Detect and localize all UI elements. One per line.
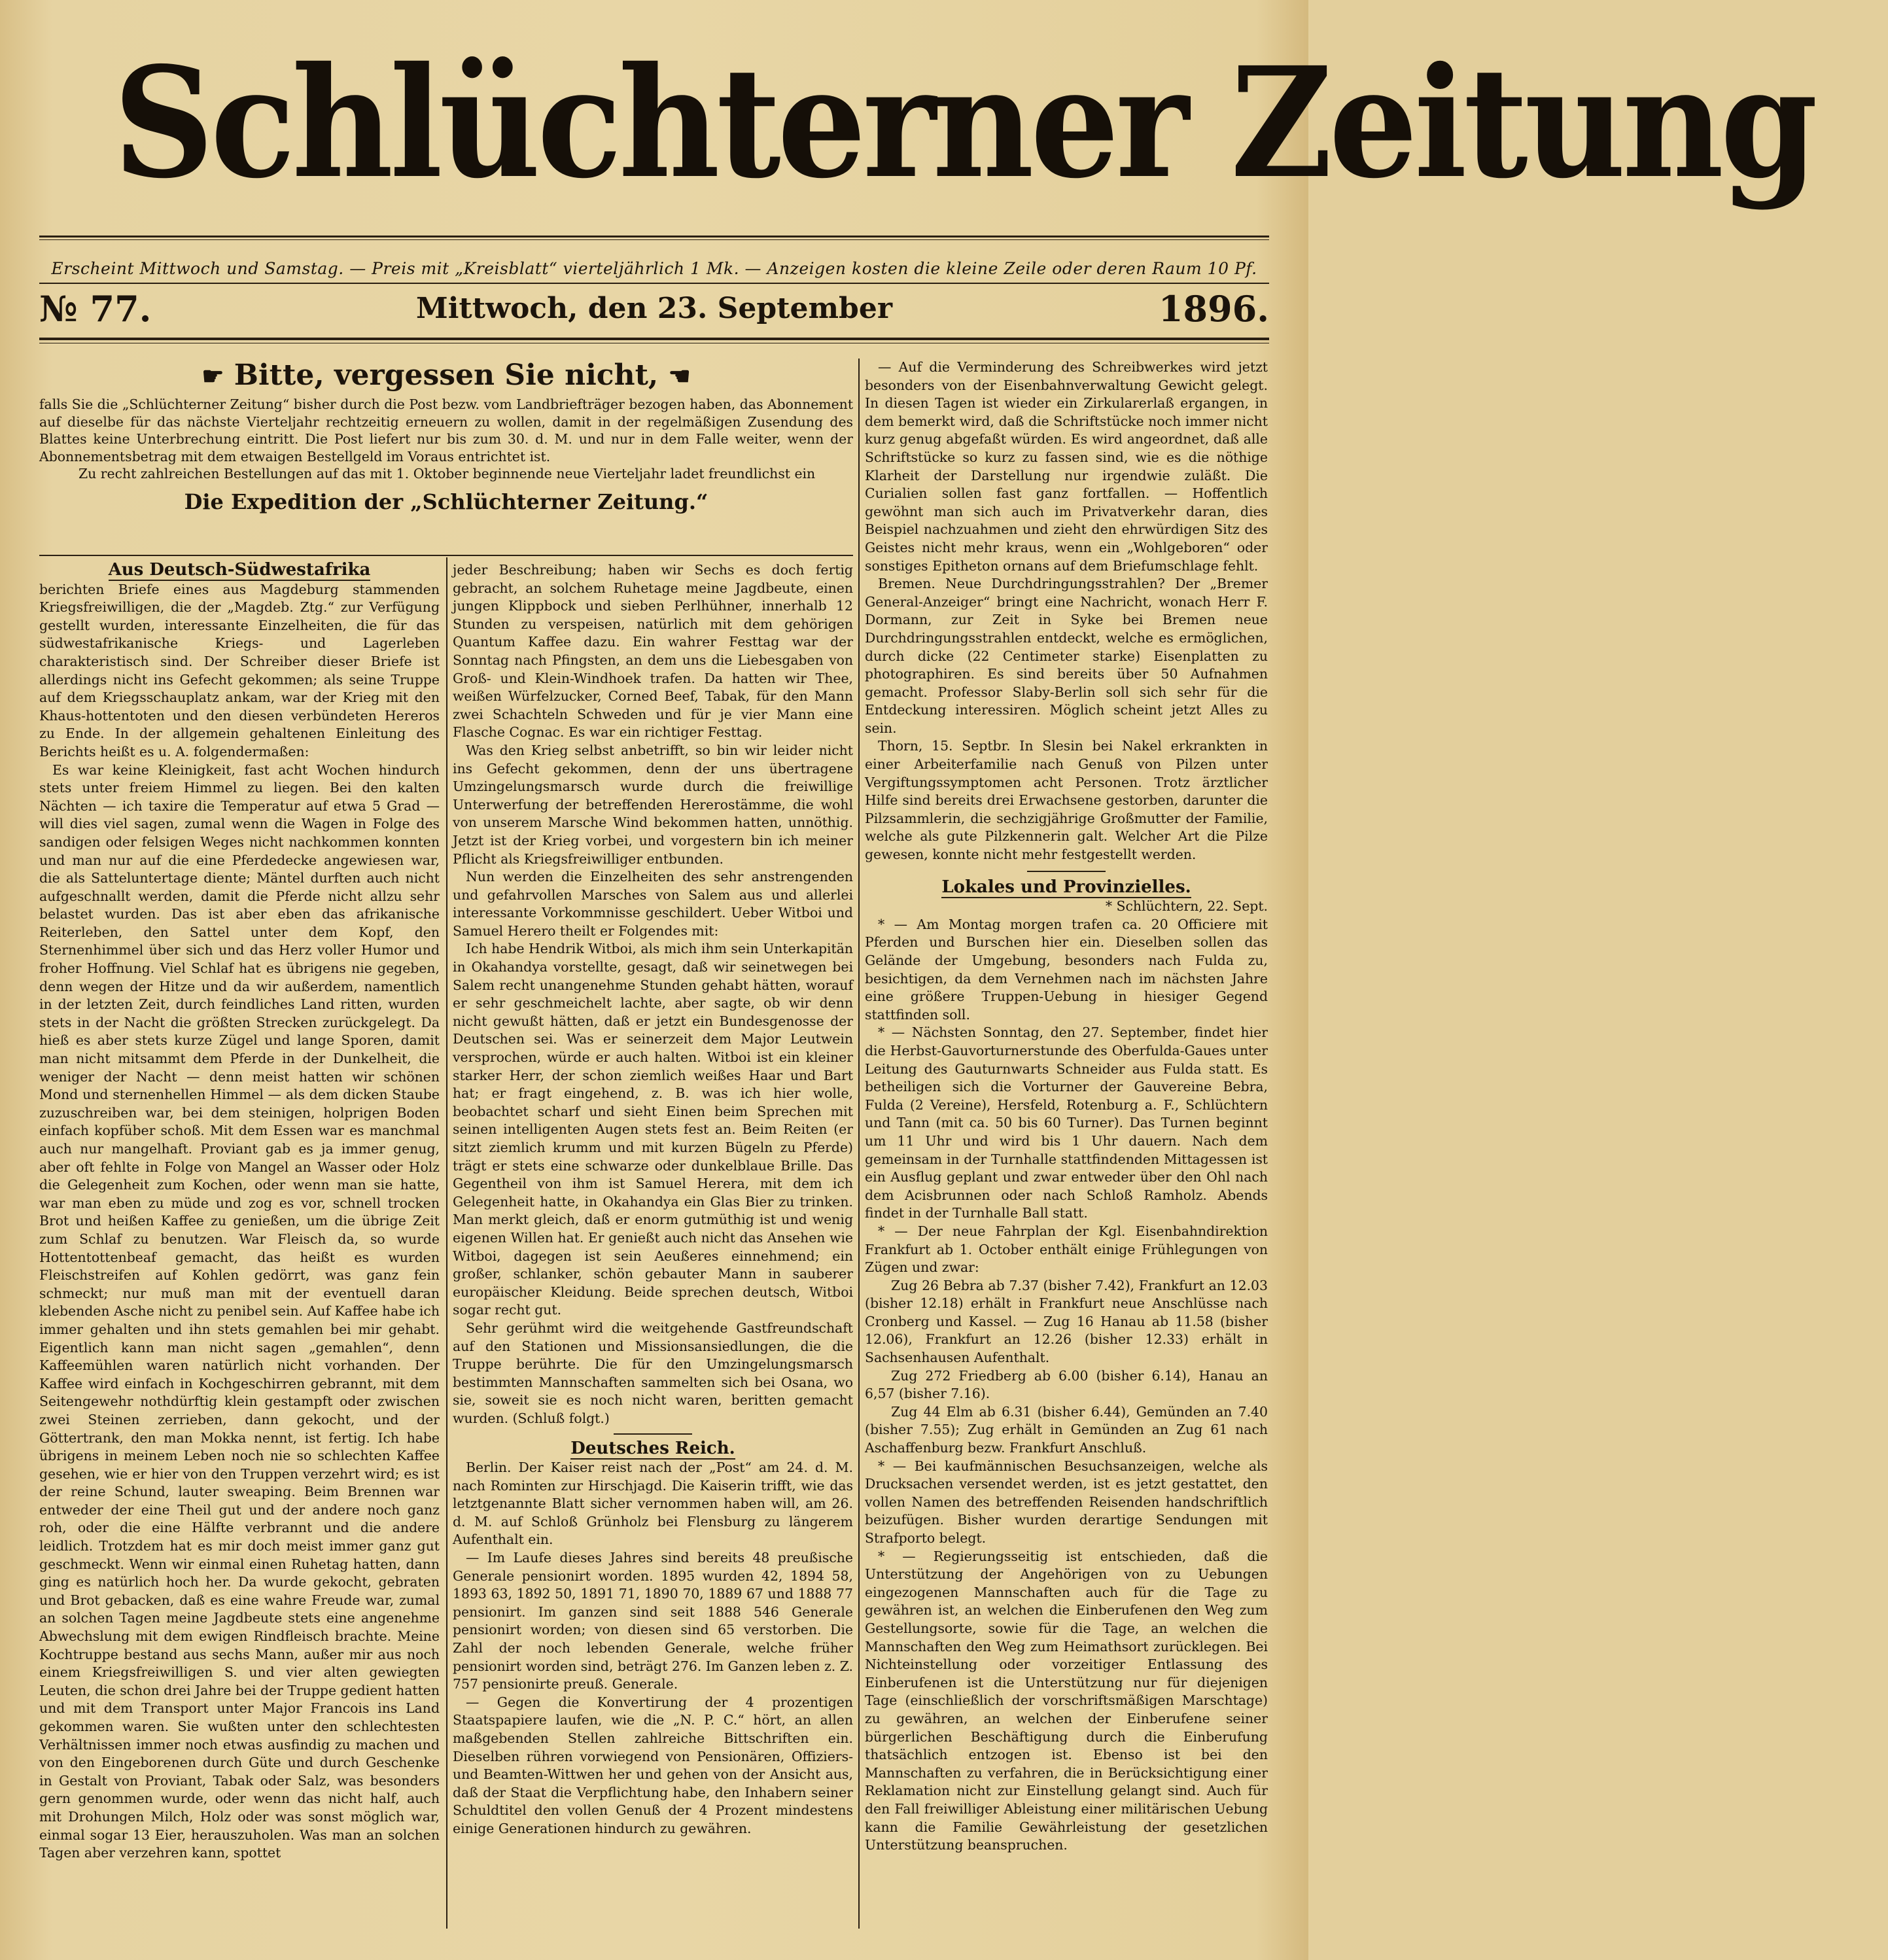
section-heading-lokales	[865, 879, 1268, 897]
paragraph: Berlin. Der Kaiser reist nach der „Post“ am 24. d. M. nach Rominten zur Hirschjagd. Die Kaiserin trifft, wie das letztgenannte Blatt sicher vernommen haben will, am 26. d. M. auf Schloß Grünholz bei Flensburg zu längerem Aufenthalt ein.	[453, 1460, 853, 1548]
paragraph: * — Nächsten Sonntag, den 27. September, findet hier die Herbst-Gauvorturnerstunde des Oberfulda-Gaues unter Leitung des Gauturnwarts Schneider aus Fulda statt. Es betheiligen sich die Vorturner der Gauvereine Bebra, Fulda (2 Vereine), Hersfeld, Rotenburg a. F., Schlüchtern und Tann (mit ca. 50 bis 60 Turner). Das Turnen beginnt um 11 Uhr und wird bis 1 Uhr dauern. Nach dem gemeinsam in der Turnhalle stattfindenden Mittagessen ist ein Ausflug geplant und zwar entweder über den Ohl nach dem Acisbrunnen oder nach Schloß Ramholz. Abends findet in der Turnhalle Ball statt.	[865, 1024, 1268, 1221]
masthead-rule-thin	[39, 239, 1269, 240]
paragraph: Es war keine Kleinigkeit, fast acht Wochen hindurch stets unter freiem Himmel zu liegen. Bei den kalten Nächten — ich taxire die Temperatur auf etwa 5 Grad — will dies viel sagen, zumal wenn die Wagen in Folge des sandigen oder felsigen Weges nicht nachkommen konnten und man nur auf die eine Pferdedecke angewiesen war, die als Satteluntertage diente; Mäntel durften auch nicht aufgeschnallt werden, damit die Pferde nicht allzu sehr belastet wurden. Das ist aber eben das afrikanische Reiterleben, den Sattel unter dem Kopf, den Sternenhimmel über sich und das Herz voller Humor und froher Hoffnung. Viel Schlaf hat es übrigens nie gegeben, denn wegen der Hitze und da wir außerdem, namentlich in der letzten Zeit, durch feindliches Land ritten, wurden stets in der Nacht die größten Strecken zurückgelegt. Da hieß es aber stets kurze Zügel und lange Sporen, damit man nicht mitsammt dem Pferde in der Dunkelheit, die weniger der Nacht — denn meist hatten wir schönen Mond und sternenhellen Himmel — als dem dicken Staube zuzuschreiben war, bei dem steinigen, holprigen Boden einfach kopfüber schoß. Mit dem Essen war es manchmal auch nur mangelhaft. Proviant gab es ja immer genug, aber oft fehlte in Folge von Mangel an Wasser oder Holz die Gelegenheit zum Kochen, oder wenn man sie hatte, war man eben zu müde und zog es vor, schnell trocken Brot und heißen Kaffee zu genießen, um die übrige Zeit zum Schlaf zu benutzen. War Fleisch da, so wurde Hottentottenbeaf gemacht, das heißt es wurden Fleischstreifen auf Kohlen gedörrt, was ganz fein schmeckt; nur muß man mit der eventuell daran klebenden Asche nicht zu penibel sein. Auf Kaffee habe ich immer gehalten und ihn stets gemahlen bei mir gehabt. Eigentlich kann man nicht sagen „gemahlen“, denn Kaffeemühlen waren natürlich nicht vorhanden. Der Kaffee wird einfach in Kochgeschirren gebrannt, mit dem Seitengewehr nothdürftig klein gestampft oder zwischen zwei Steinen zerrieben, dann gekocht, und der Göttertrank, den man Mokka nennt, ist fertig. Ich habe übrigens in meinem Leben noch nie so schlechten Kaffee gesehen, wie er hier von den Truppen verzehrt wird; es ist der reine Schund, lauter sweaping. Beim Brennen war entweder der eine Theil gut und der andere noch ganz roh, oder die eine Hälfte verbrannt und die andere leidlich. Trotzdem hat es mir doch meist immer ganz gut geschmeckt. Wenn wir einmal einen Ruhetag hatten, dann ging es natürlich hoch her. Da wurde gekocht, gebraten und Brot gebacken, daß es eine wahre Freude war, zumal an solchen Tagen meine Jagdbeute stets eine angenehme Abwechslung mit dem ewigen Rindfleisch brachte. Meine Kochtruppe bestand aus sechs Mann, außer mir aus noch einem Kriegsfreiwilligen S. und vier alten gewiegten Leuten, die schon drei Jahre bei der Truppe gedient hatten und mit dem Transport unter Major Francois ins Land gekommen waren. Sie wußten unter den schlechtesten Verhältnissen immer noch etwas ausfindig zu machen und von den Eingeborenen durch Güte und durch Geschenke in Gestalt von Proviant, Tabak oder Salz, was besonders gern genommen wurde, oder wenn das nicht half, auch mit Drohungen Milch, Holz oder was sonst möglich war, einmal sogar 13 Eier, herauszuholen. Was man an solchen Tagen aber verzehren kann, spottet	[39, 761, 440, 1861]
article-heading-suedwestafrika	[39, 561, 440, 580]
column-3	[865, 359, 1268, 1855]
section-divider	[614, 1433, 692, 1435]
paragraph: Bremen. Neue Durchdringungsstrahlen? Der „Bremer General-Anzeiger“ bringt eine Nachricht, wonach Herr F. Dormann, zur Zeit in Syke bei Bremen neue Durchdringungsstrahlen entdeckt, welche es ermöglichen, durch dicke (22 Centimeter starke) Eisenplatten zu photographiren. Es sind bereits über 50 Aufnahmen gemacht. Professor Slaby-Berlin soll sich sehr für die Entdeckung interessiren. Möglich scheint jetzt Alles zu sein.	[865, 576, 1268, 736]
paragraph: Zug 272 Friedberg ab 6.00 (bisher 6.14), Hanau an 6,57 (bisher 7.16).	[865, 1367, 1268, 1402]
issue-year: 1896.	[1158, 288, 1269, 330]
paragraph: Thorn, 15. Septbr. In Slesin bei Nakel erkrankten in einer Arbeiterfamilie nach Genuß von Pilzen unter Vergiftungssymptomen acht Personen. Trotz ärztlicher Hilfe sind bereits drei Erwachsene gestorben, darunter die Pilzsammlerin, die sechzigjährige Großmutter der Familie, welche als gute Pilzkennerin galt. Welcher Art die Pilze gewesen, konnte nicht mehr festgestellt werden.	[865, 738, 1268, 863]
notice-text-2: Zu recht zahlreichen Bestellungen auf das mit 1. Oktober beginnende neue Vierteljahr ladet freundlichst ein	[79, 466, 816, 481]
column-rule-right	[858, 359, 860, 1929]
paragraph: Sehr gerühmt wird die weitgehende Gastfreundschaft auf den Stationen und Missionsansiedlungen, die die Truppe berührte. Die für den Umzingelungsmarsch bestimmten Mannschaften sammelten sich bei Osana, wo sie, soweit sie es noch nicht waren, beritten gemacht wurden. (Schluß folgt.)	[453, 1320, 853, 1426]
paragraph: Zug 26 Bebra ab 7.37 (bisher 7.42), Frankfurt an 12.03 (bisher 12.18) erhält in Frankfurt neue Anschlüsse nach Cronberg und Kassel. — Zug 16 Hanau ab 11.58 (bisher 12.06), Frankfurt an 12.26 (bisher 12.33) erhält in Sachsenhausen Aufenthalt.	[865, 1277, 1268, 1366]
newspaper-title: Schlüchterner Zeitung	[113, 33, 1815, 212]
local-dateline: * Schlüchtern, 22. Sept.	[1105, 898, 1268, 915]
column-2	[453, 561, 853, 1838]
paragraph: — Gegen die Konvertirung der 4 prozentigen Staatspapiere laufen, wie die „N. P. C.“ hört, an allen maßgebenden Stellen zahlreiche Bittschriften ein. Dieselben rühren vorwiegend von Pensionären, Offiziers- und Beamten-Wittwen her und gehen von der Ansicht aus, daß der Staat die Verpflichtung habe, den Inhabern seiner Schuldtitel den vollen Genuß der 4 Prozent mindestens einige Generationen hindurch zu gewähren.	[453, 1694, 853, 1836]
paragraph: jeder Beschreibung; haben wir Sechs es doch fertig gebracht, an solchem Ruhetage meine Jagdbeute, einen jungen Klippbock und sieben Perlhühner, innerhalb 12 Stunden zu verspeisen, natürlich mit dem gehörigen Quantum Kaffee dazu. Ein wahrer Festtag war der Sonntag nach Pfingsten, an dem uns die Liebesgaben von Groß- und Klein-Windhoek trafen. Da hatten wir Thee, weißen Würfelzucker, Corned Beef, Tabak, für den Mann zwei Schachteln Schweden und für je vier Mann eine Flasche Cognac. Es war ein richtiger Festtag.	[453, 562, 853, 741]
dateline	[39, 288, 1269, 334]
paragraph: * — Der neue Fahrplan der Kgl. Eisenbahndirektion Frankfurt ab 1. October enthält einige Frühlegungen von Zügen und zwar:	[865, 1223, 1268, 1276]
notice-heading	[39, 359, 853, 393]
issue-number: № 77.	[39, 288, 152, 330]
column-1	[39, 561, 440, 1863]
paragraph: Zug 44 Elm ab 6.31 (bisher 6.44), Gemünden an 7.40 (bisher 7.55); Zug erhält in Gemünden an Zug 61 nach Aschaffenburg bezw. Frankfurt Anschluß.	[865, 1403, 1268, 1456]
paragraph: * — Bei kaufmännischen Besuchsanzeigen, welche als Drucksachen versendet werden, ist es jetzt gestattet, den vollen Namen des betreffenden Reisenden handschriftlich beizufügen. Bisher wurden derartige Sendungen mit Strafporto belegt.	[865, 1458, 1268, 1546]
paragraph: * — Regierungsseitig ist entschieden, daß die Unterstützung der Angehörigen von zu Uebungen eingezogenen Mannschaften auch für die Tage zu gewähren ist, an welchen die Einberufenen den Weg zum Gestellungsorte, sowie für die Tage, an welchen die Mannschaften den Weg zum Heimathsort zurücklegen. Bei Nichteinstellung oder vorzeitiger Entlassung des Einberufenen ist die Unterstützung nur für diejenigen Tage (einschließlich der vorschriftsmäßigen Marschtage) zu gewähren, an welchen der Einberufene seiner bürgerlichen Beschäftigung durch die Einberufung thatsächlich entzogen ist. Ebenso ist bei den Mannschaften zu verfahren, die in Berücksichtigung einer Reklamation nicht zur Einstellung gelangt sind. Auch für den Fall freiwilliger Ableistung einer militärischen Uebung kann die Familie Gewährleistung der gesetzlichen Unterstützung beanspruchen.	[865, 1548, 1268, 1853]
masthead-rule	[39, 236, 1269, 237]
paragraph: Ich habe Hendrik Witboi, als mich ihm sein Unterkapitän in Okahandya vorstellte, gesagt, daß wir seinetwegen bei Salem recht unangenehme Stunden gehabt hätten, worauf er sehr geschmeichelt lachte, aber sagte, ob wir denn nicht gewußt hätten, daß er jetzt ein Bundesgenosse der Deutschen sei. Was er seinerzeit dem Major Leutwein versprochen, würde er auch halten. Witboi ist ein kleiner starker Herr, der schon ziemlich weißes Haar und Bart hat; er fragt eingehend, z. B. was ich hier wolle, beobachtet scharf und sieht Einen beim Sprechen mit seinen intelligenten Augen stets fest an. Beim Reiten (er sitzt ziemlich krumm und mit kurzen Bügeln zu Pferde) trägt er stets eine schwarze oder dunkelblaue Brille. Das Gegentheil von ihm ist Samuel Herera, mit dem ich Gelegenheit hatte, in Okahandya ein Glas Bier zu trinken. Man merkt gleich, daß er enorm gutmüthig ist und wenig eigenen Willen hat. Er genießt auch nicht das Ansehen wie Witboi, dagegen ist sein Aeußeres einnehmend; ein großer, schlanker, schön gebauter Mann in sauberer europäischer Kleidung. Beide sprechen deutsch, Witboi sogar recht gut.	[453, 941, 853, 1318]
subscription-info: Erscheint Mittwoch und Samstag. — Preis mit „Kreisblatt“ vierteljährlich 1 Mk. — Anzeigen kosten die kleine Zeile oder deren Raum 10 Pf.	[51, 259, 1257, 278]
pointing-hand-right-icon: ☛	[201, 361, 224, 391]
notice-signature: Die Expedition der „Schlüchterner Zeitung.“	[184, 489, 708, 514]
paragraph: — Auf die Verminderung des Schreibwerkes wird jetzt besonders von der Eisenbahnverwaltung Gewicht gelegt. In diesen Tagen ist wieder ein Zirkularerlaß ergangen, in dem bemerkt wird, daß die Schriftstücke noch immer nicht kurz genug abgefaßt würden. Es wird angeordnet, daß alle Schriftstücke so kurz zu fassen sind, wie es die nöthige Klarheit der Darstellung nur irgendwie zuläßt. Die Curialien sollen fast ganz fortfallen. — Hoffentlich gewöhnt man sich auch im Privatverkehr daran, dies Beispiel nachzuahmen und zieht den ehrwürdigen Sitz des Geistes nicht mehr kraus, wenn ein „Wohlgeboren“ oder sonstiges Epitheton ornans auf dem Briefumschlage fehlt.	[865, 359, 1268, 574]
paragraph: Was den Krieg selbst anbetrifft, so bin wir leider nicht ins Gefecht gekommen, denn der uns übertragene Umzingelungsmarsch wurde durch die freiwillige Unterwerfung der betreffenden Hererostämme, die wohl von unserem Marsche Wind bekommen hatten, unnöthig. Jetzt ist der Krieg vorbei, und vorgestern bin ich meiner Pflicht als Kriegsfreiwilliger entbunden.	[453, 742, 853, 867]
section-heading-text: Deutsches Reich.	[570, 1438, 735, 1458]
dateline-rule-bottom	[39, 338, 1269, 340]
section-divider	[1027, 871, 1106, 872]
paragraph: berichten Briefe eines aus Magdeburg stammenden Kriegsfreiwilligen, die der „Magdeb. Ztg.“ zur Verfügung gestellt wurden, interessante Einzelheiten, die für das südwestafrikanische Kriegs- und Lagerleben charakteristisch sind. Der Schreiber dieser Briefe ist allerdings nicht ins Gefecht gekommen; als seine Truppe auf dem Kriegsschauplatz ankam, war der Krieg mit den Khaus-hottentoten und den diesen verbündeten Hereros zu Ende. In der allgemein gehaltenen Einleitung des Berichts heißt es u. A. folgendermaßen:	[39, 581, 440, 760]
notice-rule	[39, 555, 853, 556]
paragraph: * — Am Montag morgen trafen ca. 20 Officiere mit Pferden und Burschen hier ein. Dieselben sollen das Gelände der Umgebung, besonders nach Fulda zu, besichtigen, da dem Vernehmen nach im nächsten Jahre eine größere Truppen-Uebung in hiesiger Gegend stattfinden soll.	[865, 916, 1268, 1023]
column-rule-left	[446, 557, 447, 1929]
section-heading-deutsches-reich	[453, 1440, 853, 1458]
notice-heading-text: Bitte, vergessen Sie nicht,	[234, 359, 659, 392]
subscription-notice	[39, 359, 853, 548]
section-heading-text: Lokales und Provinzielles.	[941, 877, 1191, 897]
issue-date: Mittwoch, den 23. September	[416, 292, 892, 325]
paragraph: — Im Laufe dieses Jahres sind bereits 48 preußische Generale pensionirt worden. 1895 wurden 42, 1894 58, 1893 63, 1892 50, 1891 71, 1890 70, 1889 67 und 1888 77 pensionirt. Im ganzen sind seit 1888 546 Generale pensionirt worden; von diesen sind 65 verstorben. Die Zahl der noch lebenden Generale, welche früher pensionirt worden sind, beträgt 276. Im Ganzen leben z. Z. 757 pensionirte preuß. Generale.	[453, 1550, 853, 1692]
paragraph: Nun werden die Einzelheiten des sehr anstrengenden und gefahrvollen Marsches von Salem aus und allerlei interessante Vorkommnisse geschildert. Ueber Witboi und Samuel Herero theilt er Folgendes mit:	[453, 869, 853, 939]
masthead	[39, 25, 1815, 234]
dateline-rule-top	[39, 283, 1269, 284]
notice-text: falls Sie die „Schlüchterner Zeitung“ bisher durch die Post bezw. vom Landbriefträger bezogen haben, das Abonnement auf dieselbe für das nächste Vierteljahr rechtzeitig erneuern zu wollen, damit in der regelmäßigen Zusendung des Blattes keine Unterbrechung eintritt. Die Post liefert nur bis zum 30. d. M. und nur in dem Falle weiter, wenn der Abonnementsbetrag mit dem etwaigen Bestellgeld im Voraus entrichtet ist.	[39, 396, 854, 464]
pointing-hand-left-icon: ☚	[668, 361, 691, 391]
article-heading-text: Aus Deutsch-Südwestafrika	[108, 560, 371, 580]
